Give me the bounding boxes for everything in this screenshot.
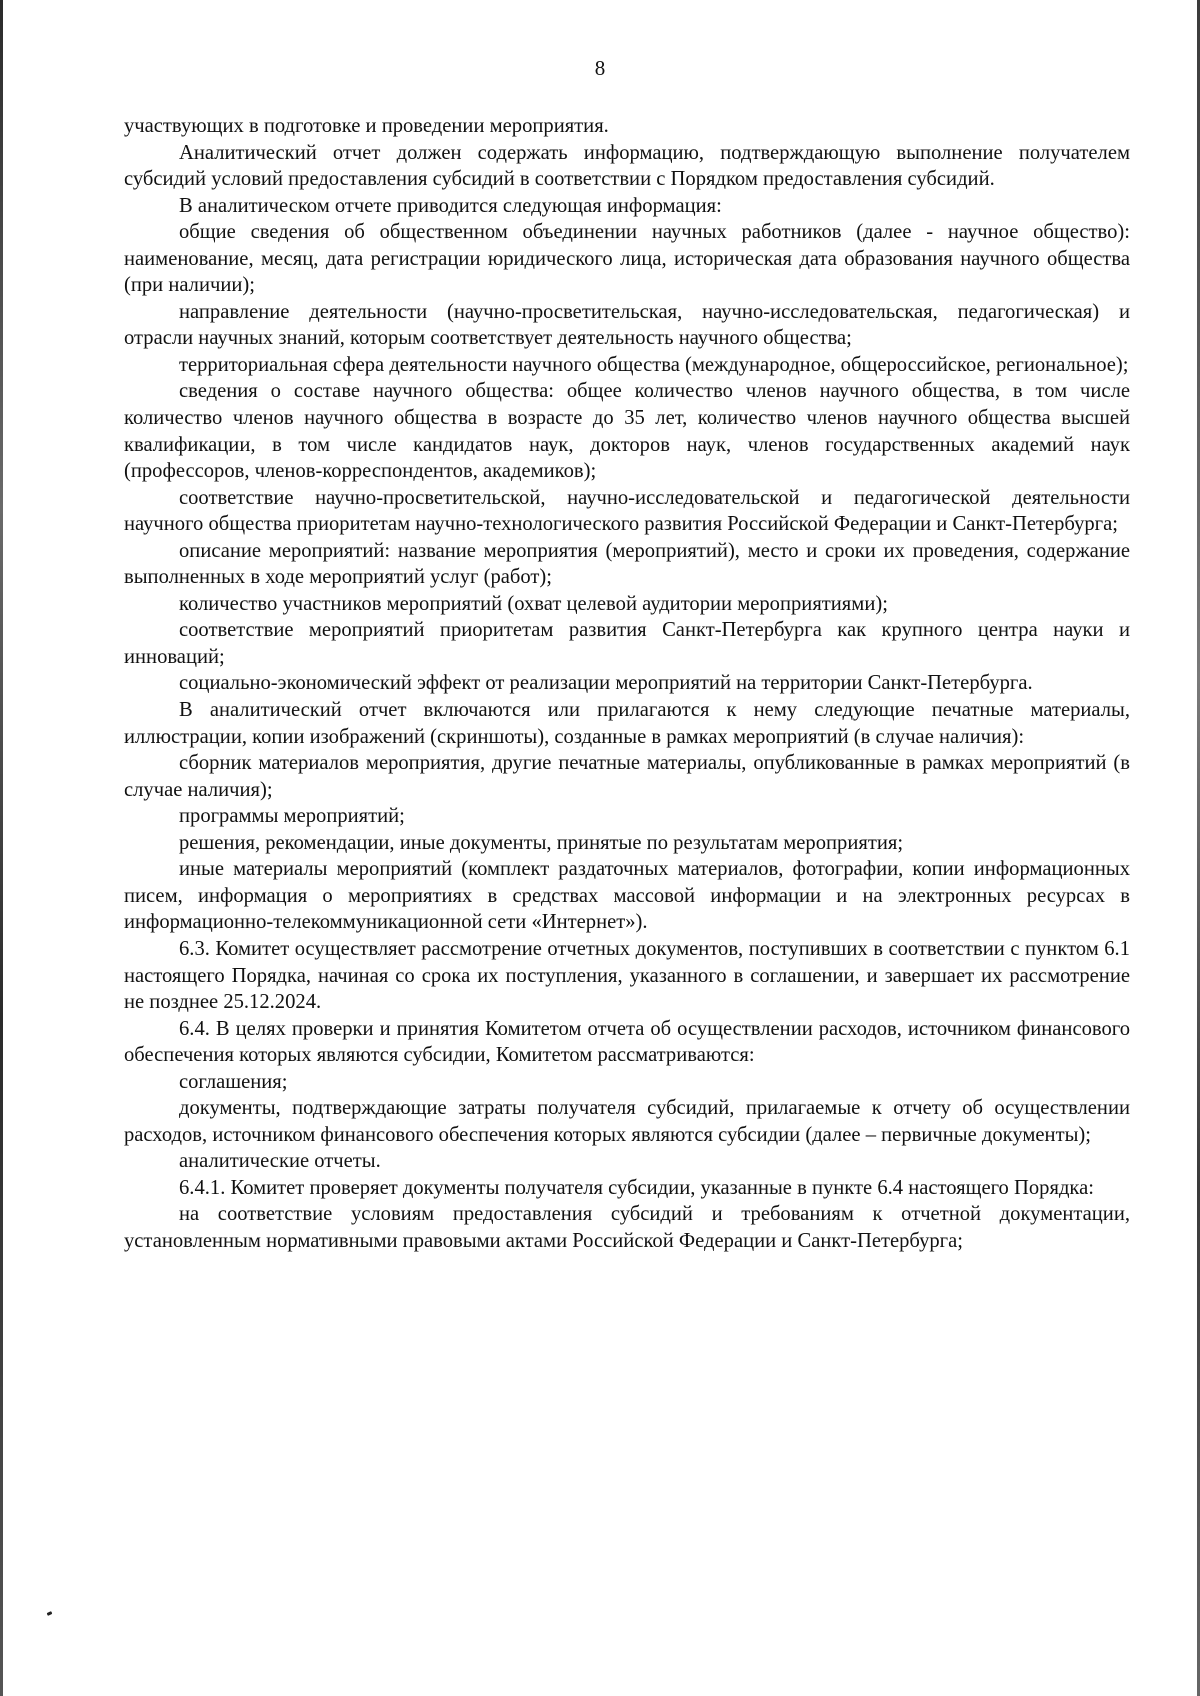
list-item-primary-documents: документы, подтверждающие затраты получателя субсидий, прилагаемые к отчету об осуществлении расходов, источником финансового обеспечения которых являются субсидии (далее – первичные документы); — [124, 1097, 1130, 1146]
paragraph-report-info-intro: В аналитическом отчете приводится следующая информация: — [179, 194, 722, 217]
list-item-compliance-check: на соответствие условиям предоставления субсидий и требованиям к отчетной документации, установленным нормативными правовыми актами Российской Федерации и Санкт-Петербурга; — [124, 1203, 1130, 1252]
list-item-programs: программы мероприятий; — [179, 805, 405, 828]
clause-6-4-1: 6.4.1. Комитет проверяет документы получателя субсидии, указанные в пункте 6.4 настоящего Порядка: — [179, 1176, 1094, 1199]
scan-speck — [47, 1611, 53, 1616]
paragraph-continuation: участвующих в подготовке и проведении мероприятия. — [124, 115, 609, 137]
list-item-general-info: общие сведения об общественном объединении научных работников (далее - научное общество): наименование, месяц, дата регистрации юридического лица, историческая дата образования научного общества (при наличии); — [124, 221, 1130, 297]
list-item-activity-direction: направление деятельности (научно-просветительская, научно-исследовательская, педагогическая) и отрасли научных знаний, которым соответствует деятельность научного общества; — [124, 300, 1130, 350]
list-item-membership: сведения о составе научного общества: общее количество членов научного общества, в том числе количество членов научного общества в возрасте до 35 лет, количество членов научного общества высшей квалификации, в том числе кандидатов наук, докторов наук, членов государственных академий наук (профессоров, членов-корреспондентов, академиков); — [124, 380, 1130, 483]
document-body — [124, 113, 1130, 1255]
list-item-other-materials: иные материалы мероприятий (комплект раздаточных материалов, фотографии, копии информационных писем, информация о мероприятиях в средствах массовой информации и на электронных ресурсах в информационно-телекоммуникационной сети «Интернет»). — [124, 858, 1130, 934]
clause-6-3: 6.3. Комитет осуществляет рассмотрение отчетных документов, поступивших в соответствии с пунктом 6.1 настоящего Порядка, начиная со срока их поступления, указанного в соглашении, и завершает их рассмотрение не позднее 25.12.2024. — [124, 937, 1130, 1014]
paragraph-report-content: Аналитический отчет должен содержать информацию, подтверждающую выполнение получателем субсидий условий предоставления субсидий в соответствии с Порядком предоставления субсидий. — [124, 141, 1130, 191]
list-item-decisions: решения, рекомендации, иные документы, принятые по результатам мероприятия; — [179, 831, 904, 854]
clause-6-4: 6.4. В целях проверки и принятия Комитетом отчета об осуществлении расходов, источником финансового обеспечения которых являются субсидии, Комитетом рассматриваются: — [124, 1017, 1130, 1067]
list-item-agreements: соглашения; — [179, 1070, 288, 1093]
list-item-event-description: описание мероприятий: название мероприятия (мероприятий), место и сроки их проведения, содержание выполненных в ходе мероприятий услуг (работ); — [124, 539, 1130, 589]
list-item-participants: количество участников мероприятий (охват целевой аудитории мероприятиями); — [179, 592, 888, 615]
paragraph-attachments-intro: В аналитический отчет включаются или прилагаются к нему следующие печатные материалы, иллюстрации, копии изображений (скриншоты), созданные в рамках мероприятий (в случае наличия): — [124, 699, 1130, 748]
list-item-event-priorities: соответствие мероприятий приоритетам развития Санкт-Петербурга как крупного центра науки и инноваций; — [124, 619, 1130, 668]
list-item-analytical-reports: аналитические отчеты. — [179, 1150, 381, 1173]
list-item-territorial-scope: территориальная сфера деятельности научного общества (международное, общероссийское, региональное); — [179, 353, 1129, 376]
list-item-proceedings: сборник материалов мероприятия, другие печатные материалы, опубликованные в рамках мероприятий (в случае наличия); — [124, 752, 1130, 801]
scan-edge-left — [0, 0, 3, 1696]
list-item-socioeconomic-effect: социально-экономический эффект от реализации мероприятий на территории Санкт-Петербурга. — [179, 672, 1033, 695]
page-number: 8 — [594, 56, 606, 80]
list-item-priorities: соответствие научно-просветительской, научно-исследовательской и педагогической деятельности научного общества приоритетам научно-технологического развития Российской Федерации и Санкт-Петербурга; — [124, 486, 1130, 536]
